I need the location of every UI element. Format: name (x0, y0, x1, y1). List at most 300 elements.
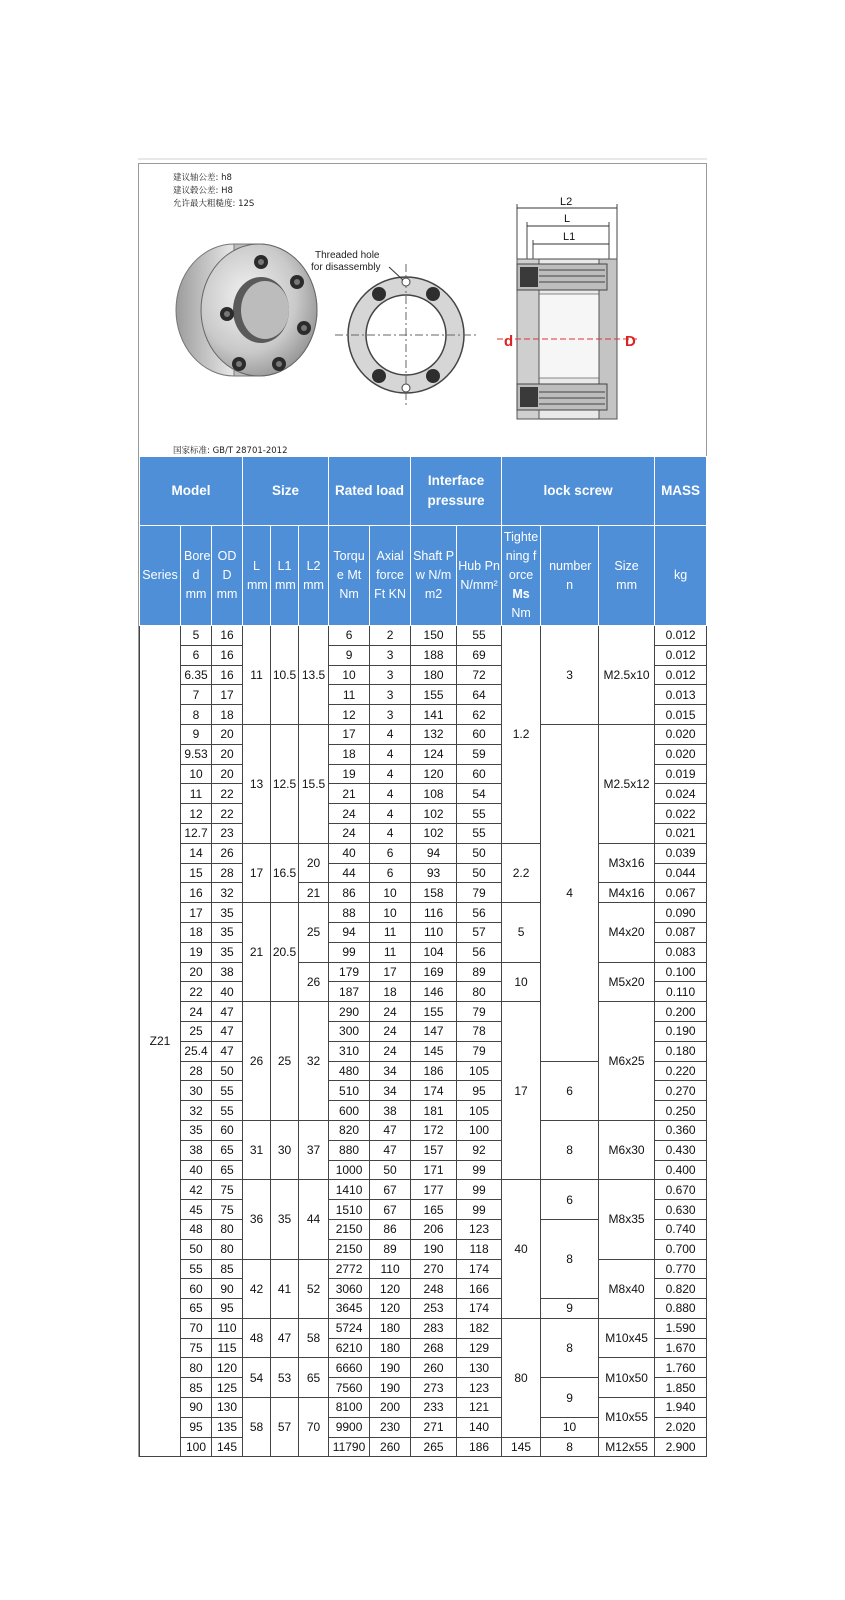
group-rated-load: Rated load (329, 457, 411, 526)
od-cell: 75 (212, 1200, 243, 1220)
col-tightening-unit: Nm (511, 606, 531, 620)
screw-number-cell: 9 (541, 1378, 599, 1418)
od-cell: 16 (212, 626, 243, 646)
bore-cell: 17 (181, 903, 212, 923)
od-cell: 65 (212, 1160, 243, 1180)
axial-force-cell: 17 (370, 962, 411, 982)
screw-number-cell: 9 (541, 1299, 599, 1319)
mass-cell: 1.760 (655, 1358, 707, 1378)
hub-pressure-cell: 100 (457, 1120, 502, 1140)
hub-pressure-cell: 121 (457, 1398, 502, 1418)
axial-force-cell: 89 (370, 1239, 411, 1259)
bore-cell: 15 (181, 863, 212, 883)
torque-cell: 480 (329, 1061, 370, 1081)
screw-number-cell: 6 (541, 1061, 599, 1120)
bore-cell: 55 (181, 1259, 212, 1279)
mass-cell: 0.670 (655, 1180, 707, 1200)
col-screw-number: number n (541, 526, 599, 626)
l1-cell: 57 (271, 1398, 299, 1457)
od-cell: 17 (212, 685, 243, 705)
shaft-pressure-cell: 102 (411, 823, 457, 843)
front-view-drawing (311, 250, 477, 406)
axial-force-cell: 86 (370, 1219, 411, 1239)
mass-cell: 0.067 (655, 883, 707, 903)
mass-cell: 0.012 (655, 626, 707, 646)
od-cell: 26 (212, 843, 243, 863)
drawings (139, 164, 706, 456)
torque-cell: 6660 (329, 1358, 370, 1378)
hub-pressure-cell: 50 (457, 843, 502, 863)
shaft-pressure-cell: 273 (411, 1378, 457, 1398)
mass-cell: 2.020 (655, 1417, 707, 1437)
dim-l-label: L (564, 213, 571, 225)
hub-pressure-cell: 129 (457, 1338, 502, 1358)
od-cell: 80 (212, 1239, 243, 1259)
bore-cell: 60 (181, 1279, 212, 1299)
col-tightening-label: Tightening force (503, 530, 539, 582)
od-cell: 16 (212, 665, 243, 685)
screw-size-cell: M6x25 (599, 1002, 655, 1121)
table-row (140, 1398, 707, 1418)
l1-cell: 20.5 (271, 903, 299, 1002)
tightening-cell: 80 (502, 1318, 541, 1437)
tightening-cell: 17 (502, 1002, 541, 1180)
l-cell: 42 (243, 1259, 271, 1318)
bore-cell: 7 (181, 685, 212, 705)
hub-pressure-cell: 54 (457, 784, 502, 804)
axial-force-cell: 230 (370, 1417, 411, 1437)
shaft-pressure-cell: 132 (411, 724, 457, 744)
bore-cell: 35 (181, 1120, 212, 1140)
bore-cell: 48 (181, 1219, 212, 1239)
bore-cell: 5 (181, 626, 212, 646)
shaft-pressure-cell: 116 (411, 903, 457, 923)
col-l: L mm (243, 526, 271, 626)
mass-cell: 1.670 (655, 1338, 707, 1358)
col-screw-size: Size mm (599, 526, 655, 626)
torque-cell: 880 (329, 1140, 370, 1160)
bore-cell: 70 (181, 1318, 212, 1338)
od-cell: 20 (212, 724, 243, 744)
shaft-pressure-cell: 158 (411, 883, 457, 903)
screw-size-cell: M6x30 (599, 1120, 655, 1179)
torque-cell: 3645 (329, 1299, 370, 1319)
shaft-pressure-cell: 233 (411, 1398, 457, 1418)
axial-force-cell: 47 (370, 1120, 411, 1140)
mass-cell: 0.024 (655, 784, 707, 804)
hub-pressure-cell: 79 (457, 883, 502, 903)
screw-size-cell: M3x16 (599, 843, 655, 883)
mass-cell: 0.020 (655, 744, 707, 764)
axial-force-cell: 10 (370, 903, 411, 923)
screw-size-cell: M10x50 (599, 1358, 655, 1398)
screw-size-cell: M4x16 (599, 883, 655, 903)
axial-force-cell: 24 (370, 1021, 411, 1041)
screw-number-cell: 8 (541, 1120, 599, 1179)
od-cell: 145 (212, 1437, 243, 1457)
od-cell: 95 (212, 1299, 243, 1319)
hub-pressure-cell: 78 (457, 1021, 502, 1041)
screw-number-cell: 6 (541, 1180, 599, 1220)
tightening-cell: 40 (502, 1180, 541, 1319)
shaft-pressure-cell: 260 (411, 1358, 457, 1378)
torque-cell: 2150 (329, 1219, 370, 1239)
l-cell: 36 (243, 1180, 271, 1259)
screw-size-cell: M10x45 (599, 1318, 655, 1358)
dim-D-label: D (625, 333, 636, 350)
l-cell: 21 (243, 903, 271, 1002)
axial-force-cell: 180 (370, 1318, 411, 1338)
od-cell: 35 (212, 942, 243, 962)
screw-size-cell: M5x20 (599, 962, 655, 1002)
table-row (140, 1120, 707, 1140)
bore-cell: 20 (181, 962, 212, 982)
hub-pressure-cell: 130 (457, 1358, 502, 1378)
shaft-pressure-cell: 155 (411, 1002, 457, 1022)
l-cell: 17 (243, 843, 271, 902)
l-cell: 13 (243, 724, 271, 843)
l1-cell: 47 (271, 1318, 299, 1358)
hub-pressure-cell: 105 (457, 1101, 502, 1121)
od-cell: 47 (212, 1002, 243, 1022)
dim-l1-label: L1 (563, 231, 576, 243)
shaft-pressure-cell: 108 (411, 784, 457, 804)
l1-cell: 12.5 (271, 724, 299, 843)
od-cell: 135 (212, 1417, 243, 1437)
axial-force-cell: 18 (370, 982, 411, 1002)
axial-force-cell: 120 (370, 1279, 411, 1299)
mass-cell: 0.820 (655, 1279, 707, 1299)
axial-force-cell: 67 (370, 1180, 411, 1200)
table-row (140, 1002, 707, 1022)
od-cell: 32 (212, 883, 243, 903)
od-cell: 60 (212, 1120, 243, 1140)
mass-cell: 2.900 (655, 1437, 707, 1457)
tightening-cell: 145 (502, 1437, 541, 1457)
l-cell: 31 (243, 1120, 271, 1179)
torque-cell: 1000 (329, 1160, 370, 1180)
torque-cell: 8100 (329, 1398, 370, 1418)
table-row (140, 626, 707, 646)
od-cell: 115 (212, 1338, 243, 1358)
axial-force-cell: 38 (370, 1101, 411, 1121)
l-cell: 58 (243, 1398, 271, 1457)
callout-threaded-hole: Threaded hole (315, 250, 380, 261)
shaft-pressure-cell: 265 (411, 1437, 457, 1457)
hub-pressure-cell: 140 (457, 1417, 502, 1437)
l2-cell: 13.5 (299, 626, 329, 725)
col-l1: L1 mm (271, 526, 299, 626)
col-torque: Torque Mt Nm (329, 526, 370, 626)
hub-pressure-cell: 123 (457, 1219, 502, 1239)
bore-cell: 22 (181, 982, 212, 1002)
shaft-pressure-cell: 174 (411, 1081, 457, 1101)
shaft-pressure-cell: 120 (411, 764, 457, 784)
od-cell: 85 (212, 1259, 243, 1279)
screw-number-cell: 4 (541, 724, 599, 1061)
table-row (140, 883, 707, 903)
l1-cell: 41 (271, 1259, 299, 1318)
col-mass-kg: kg (655, 526, 707, 626)
axial-force-cell: 24 (370, 1002, 411, 1022)
axial-force-cell: 67 (370, 1200, 411, 1220)
table-row (140, 903, 707, 923)
tightening-cell: 2.2 (502, 843, 541, 902)
hub-pressure-cell: 105 (457, 1061, 502, 1081)
tightening-cell: 1.2 (502, 626, 541, 844)
axial-force-cell: 4 (370, 823, 411, 843)
torque-cell: 88 (329, 903, 370, 923)
section-view-drawing (497, 196, 637, 419)
hub-pressure-cell: 79 (457, 1002, 502, 1022)
hub-pressure-cell: 99 (457, 1160, 502, 1180)
bore-cell: 100 (181, 1437, 212, 1457)
l2-cell: 65 (299, 1358, 329, 1398)
od-cell: 120 (212, 1358, 243, 1378)
od-cell: 22 (212, 784, 243, 804)
shaft-pressure-cell: 93 (411, 863, 457, 883)
axial-force-cell: 120 (370, 1299, 411, 1319)
axial-force-cell: 4 (370, 764, 411, 784)
axial-force-cell: 47 (370, 1140, 411, 1160)
mass-cell: 0.012 (655, 665, 707, 685)
screw-size-cell: M2.5x12 (599, 724, 655, 843)
series-cell: Z21 (140, 626, 181, 1457)
mass-cell: 0.013 (655, 685, 707, 705)
torque-cell: 9900 (329, 1417, 370, 1437)
hub-pressure-cell: 55 (457, 804, 502, 824)
mass-cell: 0.020 (655, 724, 707, 744)
table-row (140, 724, 707, 744)
bore-cell: 8 (181, 705, 212, 725)
screw-number-cell: 8 (541, 1219, 599, 1298)
shaft-pressure-cell: 146 (411, 982, 457, 1002)
mass-cell: 1.850 (655, 1378, 707, 1398)
hub-pressure-cell: 69 (457, 645, 502, 665)
hub-pressure-cell: 50 (457, 863, 502, 883)
shaft-pressure-cell: 124 (411, 744, 457, 764)
group-interface-pressure: Interface pressure (411, 457, 502, 526)
table-row (140, 962, 707, 982)
shaft-tolerance-note: 建议轴公差: h8 (173, 173, 232, 183)
bore-cell: 85 (181, 1378, 212, 1398)
locking-assembly-photo (176, 244, 317, 376)
axial-force-cell: 2 (370, 626, 411, 646)
axial-force-cell: 6 (370, 863, 411, 883)
torque-cell: 820 (329, 1120, 370, 1140)
screw-size-cell: M2.5x10 (599, 626, 655, 725)
col-shaft-pressure: Shaft Pw N/mm2 (411, 526, 457, 626)
od-cell: 90 (212, 1279, 243, 1299)
bore-cell: 28 (181, 1061, 212, 1081)
dim-l2-label: L2 (560, 196, 573, 208)
axial-force-cell: 11 (370, 942, 411, 962)
mass-cell: 0.630 (655, 1200, 707, 1220)
bore-cell: 42 (181, 1180, 212, 1200)
hub-pressure-cell: 99 (457, 1180, 502, 1200)
bore-cell: 95 (181, 1417, 212, 1437)
l1-cell: 10.5 (271, 626, 299, 725)
mass-cell: 0.880 (655, 1299, 707, 1319)
torque-cell: 21 (329, 784, 370, 804)
axial-force-cell: 34 (370, 1081, 411, 1101)
l1-cell: 53 (271, 1358, 299, 1398)
mass-cell: 0.430 (655, 1140, 707, 1160)
product-diagram (139, 164, 706, 456)
mass-cell: 0.019 (655, 764, 707, 784)
l2-cell: 21 (299, 883, 329, 903)
torque-cell: 94 (329, 922, 370, 942)
axial-force-cell: 4 (370, 804, 411, 824)
bore-cell: 40 (181, 1160, 212, 1180)
od-cell: 18 (212, 705, 243, 725)
torque-cell: 2772 (329, 1259, 370, 1279)
hub-pressure-cell: 92 (457, 1140, 502, 1160)
shaft-pressure-cell: 171 (411, 1160, 457, 1180)
mass-cell: 0.360 (655, 1120, 707, 1140)
shaft-pressure-cell: 147 (411, 1021, 457, 1041)
torque-cell: 187 (329, 982, 370, 1002)
od-cell: 55 (212, 1101, 243, 1121)
od-cell: 125 (212, 1378, 243, 1398)
axial-force-cell: 50 (370, 1160, 411, 1180)
table-row (140, 1318, 707, 1338)
mass-cell: 0.100 (655, 962, 707, 982)
od-cell: 16 (212, 645, 243, 665)
torque-cell: 17 (329, 724, 370, 744)
torque-cell: 179 (329, 962, 370, 982)
torque-cell: 1510 (329, 1200, 370, 1220)
torque-cell: 11 (329, 685, 370, 705)
bore-cell: 11 (181, 784, 212, 804)
axial-force-cell: 200 (370, 1398, 411, 1418)
axial-force-cell: 3 (370, 685, 411, 705)
hub-pressure-cell: 56 (457, 942, 502, 962)
mass-cell: 0.022 (655, 804, 707, 824)
bore-cell: 12.7 (181, 823, 212, 843)
mass-cell: 0.015 (655, 705, 707, 725)
hub-pressure-cell: 80 (457, 982, 502, 1002)
od-cell: 20 (212, 764, 243, 784)
hub-pressure-cell: 62 (457, 705, 502, 725)
hub-pressure-cell: 56 (457, 903, 502, 923)
od-cell: 130 (212, 1398, 243, 1418)
torque-cell: 7560 (329, 1378, 370, 1398)
screw-number-cell: 8 (541, 1318, 599, 1377)
group-model: Model (140, 457, 243, 526)
table-row (140, 1180, 707, 1200)
od-cell: 28 (212, 863, 243, 883)
shaft-pressure-cell: 150 (411, 626, 457, 646)
screw-size-cell: M8x35 (599, 1180, 655, 1259)
standard-note: 国家标准: GB/T 28701-2012 (173, 446, 288, 456)
l2-cell: 32 (299, 1002, 329, 1121)
torque-cell: 5724 (329, 1318, 370, 1338)
shaft-pressure-cell: 283 (411, 1318, 457, 1338)
bore-cell: 25.4 (181, 1041, 212, 1061)
screw-number-cell: 8 (541, 1437, 599, 1457)
bore-cell: 45 (181, 1200, 212, 1220)
l-cell: 54 (243, 1358, 271, 1398)
screw-size-cell: M8x40 (599, 1259, 655, 1318)
od-cell: 47 (212, 1021, 243, 1041)
od-cell: 40 (212, 982, 243, 1002)
shaft-pressure-cell: 110 (411, 922, 457, 942)
shaft-pressure-cell: 253 (411, 1299, 457, 1319)
bore-cell: 90 (181, 1398, 212, 1418)
bore-cell: 24 (181, 1002, 212, 1022)
bore-cell: 9 (181, 724, 212, 744)
l1-cell: 30 (271, 1120, 299, 1179)
shaft-pressure-cell: 180 (411, 665, 457, 685)
shaft-pressure-cell: 104 (411, 942, 457, 962)
od-cell: 65 (212, 1140, 243, 1160)
torque-cell: 18 (329, 744, 370, 764)
torque-cell: 310 (329, 1041, 370, 1061)
l2-cell: 37 (299, 1120, 329, 1179)
torque-cell: 12 (329, 705, 370, 725)
mass-cell: 0.770 (655, 1259, 707, 1279)
spec-sheet (138, 163, 707, 1457)
axial-force-cell: 110 (370, 1259, 411, 1279)
hub-pressure-cell: 57 (457, 922, 502, 942)
callout-disassembly: for disassembly (311, 262, 381, 273)
bore-cell: 30 (181, 1081, 212, 1101)
bore-cell: 25 (181, 1021, 212, 1041)
col-od: OD D mm (212, 526, 243, 626)
torque-cell: 19 (329, 764, 370, 784)
tightening-cell: 5 (502, 903, 541, 962)
shaft-pressure-cell: 186 (411, 1061, 457, 1081)
hub-pressure-cell: 95 (457, 1081, 502, 1101)
mass-cell: 0.044 (655, 863, 707, 883)
torque-cell: 300 (329, 1021, 370, 1041)
l1-cell: 16.5 (271, 843, 299, 902)
mass-cell: 0.090 (655, 903, 707, 923)
torque-cell: 24 (329, 823, 370, 843)
mass-cell: 0.740 (655, 1219, 707, 1239)
mass-cell: 0.220 (655, 1061, 707, 1081)
torque-cell: 2150 (329, 1239, 370, 1259)
torque-cell: 40 (329, 843, 370, 863)
shaft-pressure-cell: 188 (411, 645, 457, 665)
axial-force-cell: 24 (370, 1041, 411, 1061)
shaft-pressure-cell: 190 (411, 1239, 457, 1259)
bore-cell: 19 (181, 942, 212, 962)
axial-force-cell: 260 (370, 1437, 411, 1457)
shaft-pressure-cell: 169 (411, 962, 457, 982)
shaft-pressure-cell: 181 (411, 1101, 457, 1121)
col-hub-pressure: Hub Pn N/mm² (457, 526, 502, 626)
od-cell: 20 (212, 744, 243, 764)
shaft-pressure-cell: 177 (411, 1180, 457, 1200)
table-row (140, 843, 707, 863)
l2-cell: 25 (299, 903, 329, 962)
hub-pressure-cell: 64 (457, 685, 502, 705)
shaft-pressure-cell: 268 (411, 1338, 457, 1358)
specification-table (139, 456, 707, 1457)
table-row (140, 1437, 707, 1457)
torque-cell: 10 (329, 665, 370, 685)
shaft-pressure-cell: 102 (411, 804, 457, 824)
group-size: Size (243, 457, 329, 526)
od-cell: 75 (212, 1180, 243, 1200)
l-cell: 11 (243, 626, 271, 725)
table-body (140, 626, 707, 1457)
col-tightening-force (502, 526, 541, 626)
torque-cell: 9 (329, 645, 370, 665)
mass-cell: 0.190 (655, 1021, 707, 1041)
